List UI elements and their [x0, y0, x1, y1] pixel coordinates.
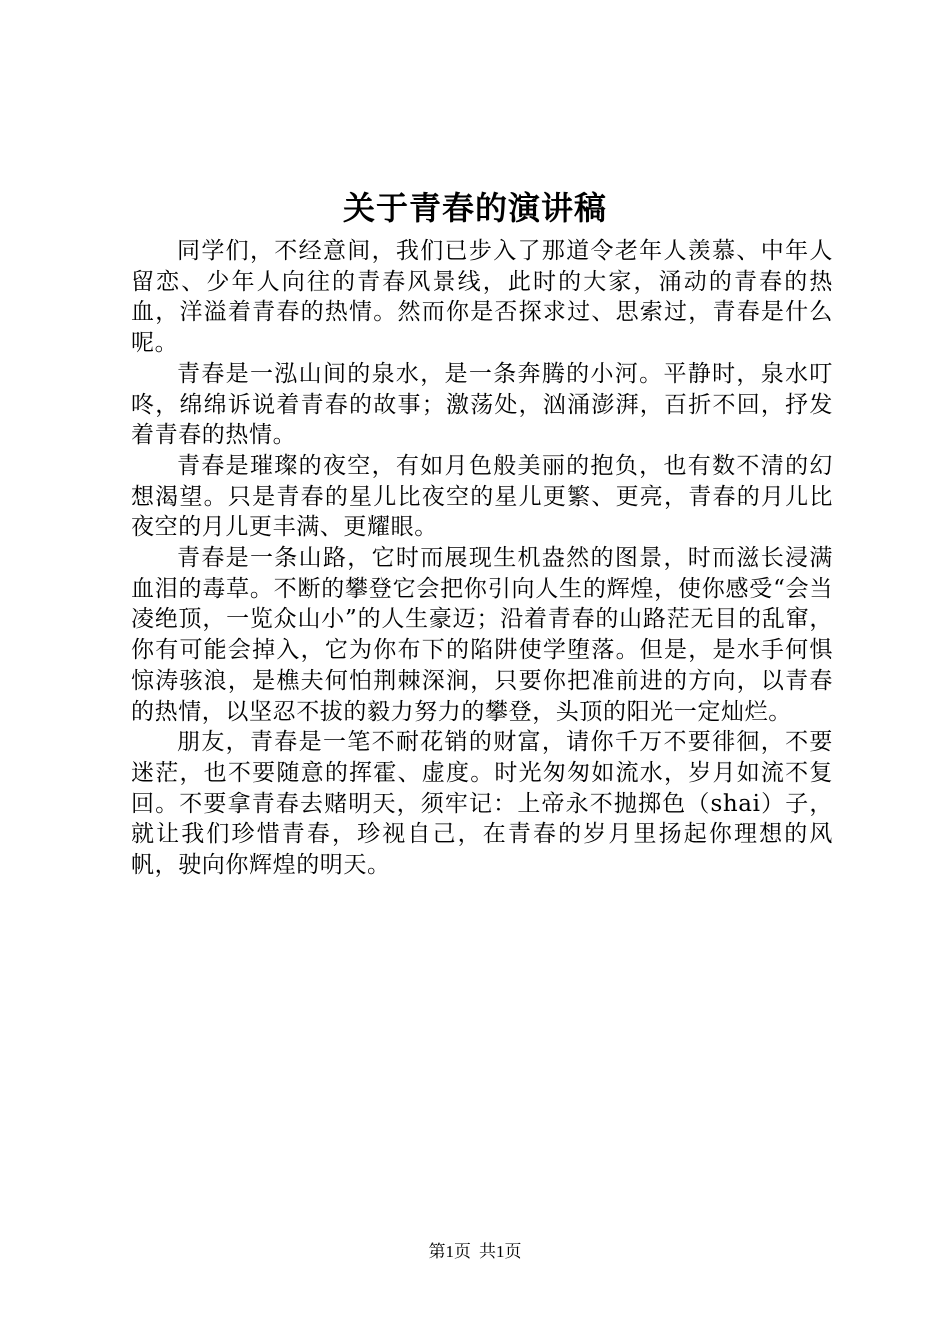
page-footer	[0, 1240, 950, 1264]
document-body	[131, 236, 833, 881]
paragraph: 同学们，不经意间，我们已步入了那道令老年人羡慕、中年人留恋、少年人向往的青春风景线，此时的大家，涌动的青春的热血，洋溢着青春的热情。然而你是否探求过、思索过，青春是什么呢。	[131, 238, 833, 357]
paragraph: 青春是一泓山间的泉水，是一条奔腾的小河。平静时，泉水叮咚，绵绵诉说着青春的故事；激荡处，汹涌澎湃，百折不回，抒发着青春的热情。	[131, 360, 833, 449]
paragraph: 青春是璀璨的夜空，有如月色般美丽的抱负，也有数不清的幻想渴望。只是青春的星儿比夜空的星儿更繁、更亮，青春的月儿比夜空的月儿更丰满、更耀眼。	[131, 452, 833, 541]
document-title: 关于青春的演讲稿	[342, 189, 607, 227]
paragraph: 朋友，青春是一笔不耐花销的财富，请你千万不要徘徊，不要迷茫，也不要随意的挥霍、虚度。时光匆匆如流水，岁月如流不复回。不要拿青春去赌明天，须牢记：上帝永不抛掷色（shai）子，就让我们珍惜青春，珍视自己，在青春的岁月里扬起你理想的风帆，驶向你辉煌的明天。	[131, 729, 833, 879]
page-total: 共1页	[479, 1242, 522, 1261]
page-number: 第1页	[428, 1242, 471, 1261]
paragraph: 青春是一条山路，它时而展现生机盎然的图景，时而滋长浸满血泪的毒草。不断的攀登它会把你引向人生的辉煌，使你感受“会当凌绝顶，一览众山小”的人生豪迈；沿着青春的山路茫无目的乱窜，你有可能会掉入，它为你布下的陷阱使学堕落。但是，是水手何惧惊涛骇浪，是樵夫何怕荆棘深涧，只要你把准前进的方向，以青春的热情，以坚忍不拔的毅力努力的攀登，头顶的阳光一定灿烂。	[131, 545, 833, 725]
